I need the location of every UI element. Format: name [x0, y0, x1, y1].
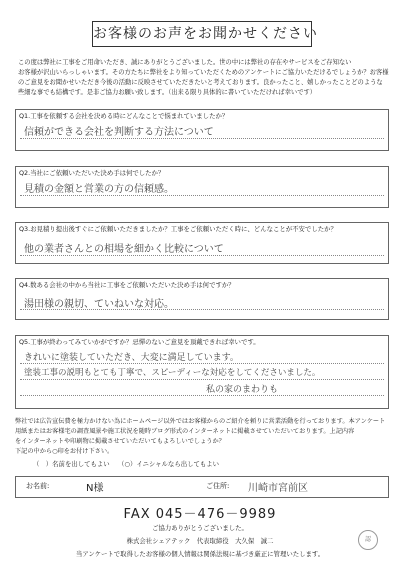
seal-stamp-icon: 認	[358, 530, 378, 550]
notice-line: 弊社では広告宣伝費を極力かけない為にホームページ以外ではお客様からのご紹介を頼りに営業活動を行っております。本アンケート	[15, 418, 386, 425]
question-label-q2: Q2.当社にご依頼いただいた決め手は何でしたか？	[19, 169, 165, 177]
answer-line	[20, 309, 384, 310]
name-label: お名前:	[26, 482, 50, 490]
answer-line	[20, 363, 384, 364]
answer-q5-line1: きれいに塗装していただき、大変に満足しています。	[24, 353, 239, 363]
intro-line: この度は弊社に工事をご用命いただき、誠にありがとうございました。世の中には弊社の存在やサービスをご存知ない	[18, 59, 352, 66]
address-label: ご住所:	[206, 482, 230, 490]
answer-line	[20, 255, 384, 256]
question-box-q2	[15, 166, 389, 208]
question-label-q4: Q4.数ある会社の中から当社に工事をご依頼いただいた決め手は何ですか？	[19, 281, 235, 289]
question-label-q3: Q3.お見積り提出後すぐにご依頼いただきましたか？工事をご依頼いただく時に、どんなことが不安でしたか？	[19, 225, 337, 233]
customer-info-row	[15, 476, 389, 498]
fax-number: FAX 045－476－9989	[123, 507, 277, 522]
answer-line	[20, 138, 384, 139]
answer-line	[20, 195, 384, 196]
page-title: お客様のお声をお聞かせください	[92, 21, 312, 47]
option-name-ok[interactable]: （ ）名前を出してもよい	[33, 460, 110, 468]
thanks-text: ご協力ありがとうございました。	[152, 524, 248, 532]
intro-line: のご意見をお聞かせいただき今後の活動に反映させていただきたいと考えております。良かったこと、嬉しかったことどのような	[18, 79, 383, 86]
notice-line: をインターネットや印刷物に掲載させていただいてもよろしいでしょうか？	[15, 438, 225, 445]
question-label-q5: Q5.工事が終わってみていかがですか？忌憚のないご意見を頂戴できれば幸いです。	[19, 338, 260, 346]
intro-line: 些細な事でも結構です。是非ご協力お願い致します。（出来る限り具体的に書いていただければ幸いです）	[18, 89, 317, 96]
answer-line	[20, 395, 384, 396]
answer-q1: 信頼ができる会社を判断する方法について	[24, 127, 214, 138]
question-box-q1	[15, 109, 389, 151]
notice-line: 下記の中から○印をお付け下さい。	[15, 448, 114, 455]
question-label-q1: Q1.工事を依頼する会社を決める時にどんなことで悩まれていましたか？	[19, 112, 229, 120]
question-box-q3	[15, 222, 389, 264]
question-box-q4	[15, 278, 389, 320]
answer-q5-line2: 塗装工事の説明もとても丁寧で、スピーディーな対応をしてくださいました。	[24, 368, 321, 378]
intro-line: お客様が沢山いらっしゃいます。その方たちに弊社をより知っていただくためのアンケートにご協力いただけるでしょうか？お客様	[18, 69, 389, 76]
publication-notice	[15, 417, 387, 457]
answer-q5-line3: 私の家のまわりも	[206, 385, 279, 395]
intro-text	[18, 58, 389, 98]
answer-q3: 他の業者さんとの相場を細かく比較について	[24, 244, 224, 255]
notice-line: 用紙またはお客様宅の調査風景や施工状況を随時ブログ形式のインターネットに掲載させていただいております。上記内容	[15, 428, 355, 435]
answer-q4: 湯田様の親切、ていねいな対応。	[24, 299, 174, 310]
address-value: 川崎市宮前区	[248, 483, 308, 494]
answer-q2: 見積の金額と営業の方の信頼感。	[24, 184, 174, 195]
company-signature: 株式会社シェアテック 代表取締役 大久保 誠二	[126, 537, 274, 545]
question-box-q5	[15, 335, 389, 409]
option-initials-ok[interactable]: （○）イニシャルなら出してもよい	[118, 460, 220, 468]
answer-line	[20, 379, 384, 380]
privacy-notice: 当アンケートで取得したお客様の個人情報は関係法規に基づき厳正に管理いたします。	[75, 550, 325, 558]
name-value: N様	[86, 483, 104, 494]
